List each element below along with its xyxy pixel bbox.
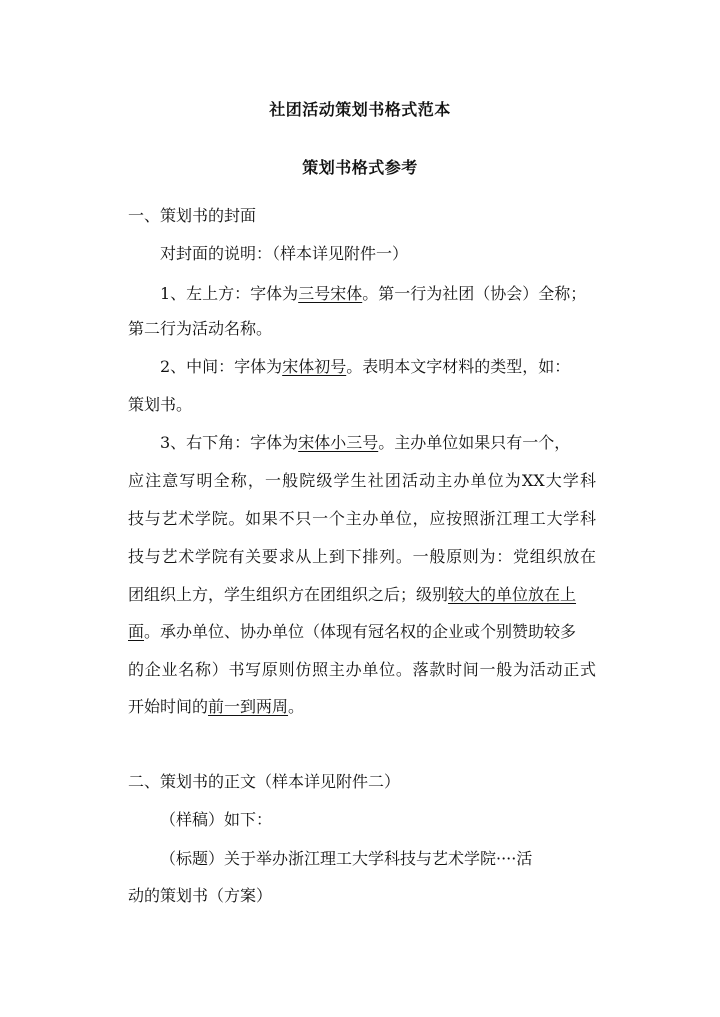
item3-line8-underlined: 前一到两周 [208, 697, 289, 716]
item2-line1 [160, 357, 570, 377]
item3-line6-text: 。承办单位、协办单位（体现有冠名权的企业或个别赞助较多 [144, 622, 577, 641]
item3-line6-underlined: 面 [128, 622, 145, 641]
item3-line8 [128, 697, 304, 717]
sample-title-line1: （标题）关于举办浙江理工大学科技与艺术学院····活 [160, 849, 533, 868]
item2-line2: 策划书。 [128, 395, 193, 414]
section2-heading: 二、策划书的正文（样本详见附件二） [128, 772, 401, 791]
item3-line5-underlined: 较大的单位放在上 [448, 585, 577, 604]
item3-line1-rest: 。主办单位如果只有一个， [378, 433, 571, 452]
item3-line5-text: 团组织上方，学生组织方在团组织之后；级别 [128, 585, 449, 604]
item3-line3-text: 技与艺术学院。如果不只一个主办单位，应按照浙江理工大学科 [128, 509, 596, 528]
sample-title-line2: 动的策划书（方案） [128, 886, 273, 905]
item3-line4 [128, 547, 596, 567]
item3-line7-text: 的企业名称）书写原则仿照主办单位。落款时间一般为活动正式 [128, 660, 596, 679]
item3-line8-text: 开始时间的 [128, 697, 209, 716]
document-title: 社团活动策划书格式范本 [269, 100, 451, 119]
item1-line2: 第二行为活动名称。 [128, 319, 273, 338]
cover-note: 对封面的说明：（样本详见附件一） [160, 244, 409, 263]
item2-line1-rest: 。表明本文字材料的类型，如： [346, 357, 571, 376]
item2-underlined-font: 宋体初号 [282, 357, 347, 376]
item3-line6 [128, 622, 576, 642]
item2-line1-text: 2、中间：字体为 [160, 357, 283, 376]
sample-label: （样稿）如下： [160, 810, 273, 829]
item3-line5 [128, 585, 576, 605]
document-subtitle: 策划书格式参考 [302, 158, 418, 177]
item3-line2 [128, 471, 596, 491]
item3-line1 [160, 433, 570, 453]
item1-line1-text: 1、左上方：字体为 [160, 284, 299, 303]
section1-heading: 一、策划书的封面 [128, 206, 257, 225]
item3-underlined-font: 宋体小三号 [298, 433, 379, 452]
item3-line8-end: 。 [288, 697, 305, 716]
item3-line3 [128, 509, 596, 529]
item3-line7 [128, 660, 596, 680]
item1-underlined-font: 三号宋体 [298, 284, 363, 303]
item3-line1-text: 3、右下角：字体为 [160, 433, 299, 452]
item1-line1 [160, 284, 586, 304]
item3-line4-text: 技与艺术学院有关要求从上到下排列。一般原则为：党组织放在 [128, 547, 596, 566]
item3-line2-text: 应注意写明全称，一般院级学生社团活动主办单位为XX大学科 [128, 471, 596, 490]
item1-line1-rest: 。第一行为社团（协会）全称； [362, 284, 587, 303]
